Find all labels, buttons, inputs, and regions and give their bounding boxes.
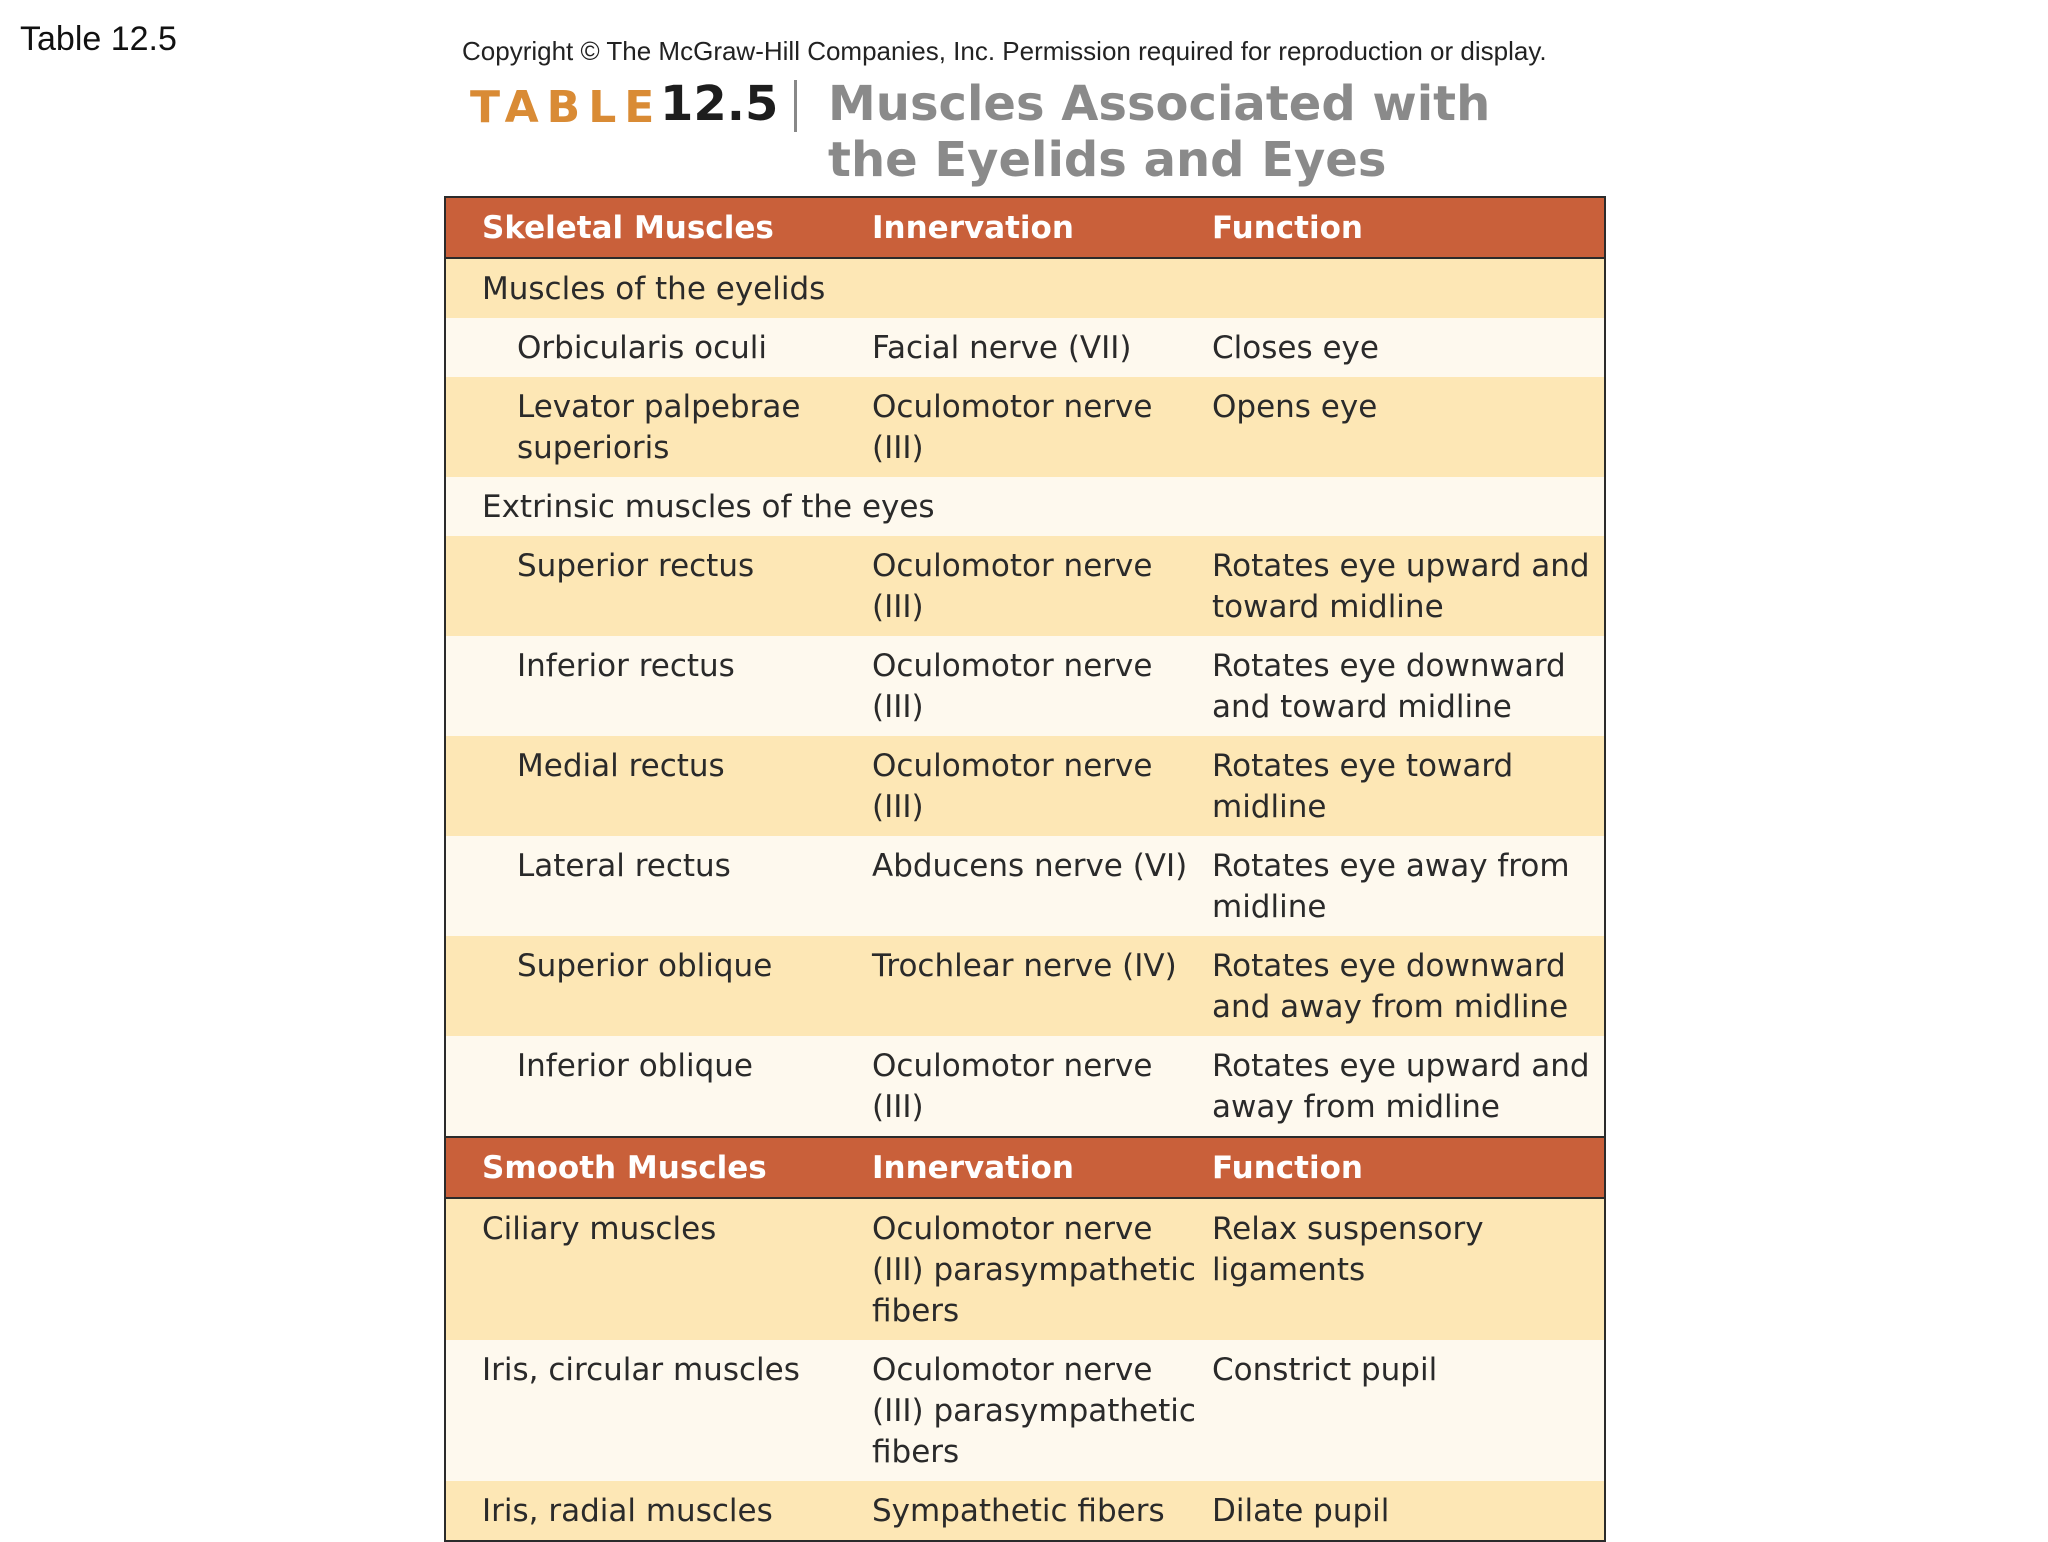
table-title-line-1: Muscles Associated with xyxy=(828,76,1491,132)
table-row xyxy=(446,1036,1604,1136)
group-row-eyelids xyxy=(446,259,1604,318)
table-row xyxy=(446,636,1604,736)
innervation-cell: Oculomotor nerve (III) parasympathetic fibers xyxy=(872,1211,1196,1329)
header-innervation: Innervation xyxy=(872,1150,1074,1186)
innervation-cell: Oculomotor nerve (III) parasympathetic fibers xyxy=(872,1352,1196,1470)
header-function: Function xyxy=(1212,1150,1363,1186)
innervation-cell: Facial nerve (VII) xyxy=(872,330,1132,366)
smooth-header-row xyxy=(446,1136,1604,1199)
group-label: Extrinsic muscles of the eyes xyxy=(482,489,935,525)
function-cell: Rotates eye away from midline xyxy=(1212,848,1570,925)
header-skeletal-muscles: Skeletal Muscles xyxy=(482,210,774,246)
header-function: Function xyxy=(1212,210,1363,246)
innervation-cell: Oculomotor nerve (III) xyxy=(872,548,1153,625)
table-heading xyxy=(470,76,1620,188)
muscle-cell: Iris, radial muscles xyxy=(482,1493,773,1529)
function-cell: Constrict pupil xyxy=(1212,1352,1438,1388)
header-innervation: Innervation xyxy=(872,210,1074,246)
innervation-cell: Oculomotor nerve (III) xyxy=(872,648,1153,725)
function-cell: Rotates eye downward and toward midline xyxy=(1212,648,1566,725)
muscle-cell: Orbicularis oculi xyxy=(517,330,767,366)
copyright-notice: Copyright © The McGraw-Hill Companies, Inc. Permission required for reproduction or display. xyxy=(462,36,1547,66)
muscles-table xyxy=(444,196,1606,1542)
function-cell: Closes eye xyxy=(1212,330,1379,366)
table-title xyxy=(828,76,1490,188)
table-row xyxy=(446,836,1604,936)
innervation-cell: Oculomotor nerve (III) xyxy=(872,389,1153,466)
innervation-cell: Oculomotor nerve (III) xyxy=(872,1048,1153,1125)
function-cell: Rotates eye downward and away from midline xyxy=(1212,948,1569,1025)
table-number: 12.5 xyxy=(660,76,779,132)
muscle-cell: Lateral rectus xyxy=(517,848,731,884)
skeletal-header-row xyxy=(446,198,1604,259)
table-row xyxy=(446,1481,1604,1540)
table-title-line-2: the Eyelids and Eyes xyxy=(828,132,1387,188)
function-cell: Relax suspensory ligaments xyxy=(1212,1211,1484,1288)
slide-label: Table 12.5 xyxy=(20,20,177,58)
innervation-cell: Abducens nerve (VI) xyxy=(872,848,1188,884)
table-row xyxy=(446,936,1604,1036)
muscle-cell: Levator palpebrae superioris xyxy=(517,389,801,466)
muscle-cell: Ciliary muscles xyxy=(482,1211,717,1247)
function-cell: Dilate pupil xyxy=(1212,1493,1390,1529)
innervation-cell: Oculomotor nerve (III) xyxy=(872,748,1153,825)
muscle-cell: Inferior rectus xyxy=(517,648,735,684)
table-row xyxy=(446,377,1604,477)
table-row xyxy=(446,1199,1604,1340)
group-label: Muscles of the eyelids xyxy=(482,271,826,307)
muscle-cell: Medial rectus xyxy=(517,748,725,784)
muscle-cell: Inferior oblique xyxy=(517,1048,753,1084)
innervation-cell: Sympathetic fibers xyxy=(872,1493,1165,1529)
heading-divider xyxy=(794,80,797,132)
muscle-cell: Superior oblique xyxy=(517,948,773,984)
function-cell: Rotates eye upward and toward midline xyxy=(1212,548,1590,625)
muscle-cell: Superior rectus xyxy=(517,548,755,584)
function-cell: Rotates eye toward midline xyxy=(1212,748,1514,825)
group-row-extrinsic xyxy=(446,477,1604,536)
muscle-cell: Iris, circular muscles xyxy=(482,1352,800,1388)
table-word: TABLE xyxy=(470,82,663,133)
table-row xyxy=(446,318,1604,377)
function-cell: Opens eye xyxy=(1212,389,1378,425)
innervation-cell: Trochlear nerve (IV) xyxy=(872,948,1177,984)
table-row xyxy=(446,536,1604,636)
header-smooth-muscles: Smooth Muscles xyxy=(482,1150,767,1186)
table-row xyxy=(446,736,1604,836)
table-row xyxy=(446,1340,1604,1481)
function-cell: Rotates eye upward and away from midline xyxy=(1212,1048,1590,1125)
